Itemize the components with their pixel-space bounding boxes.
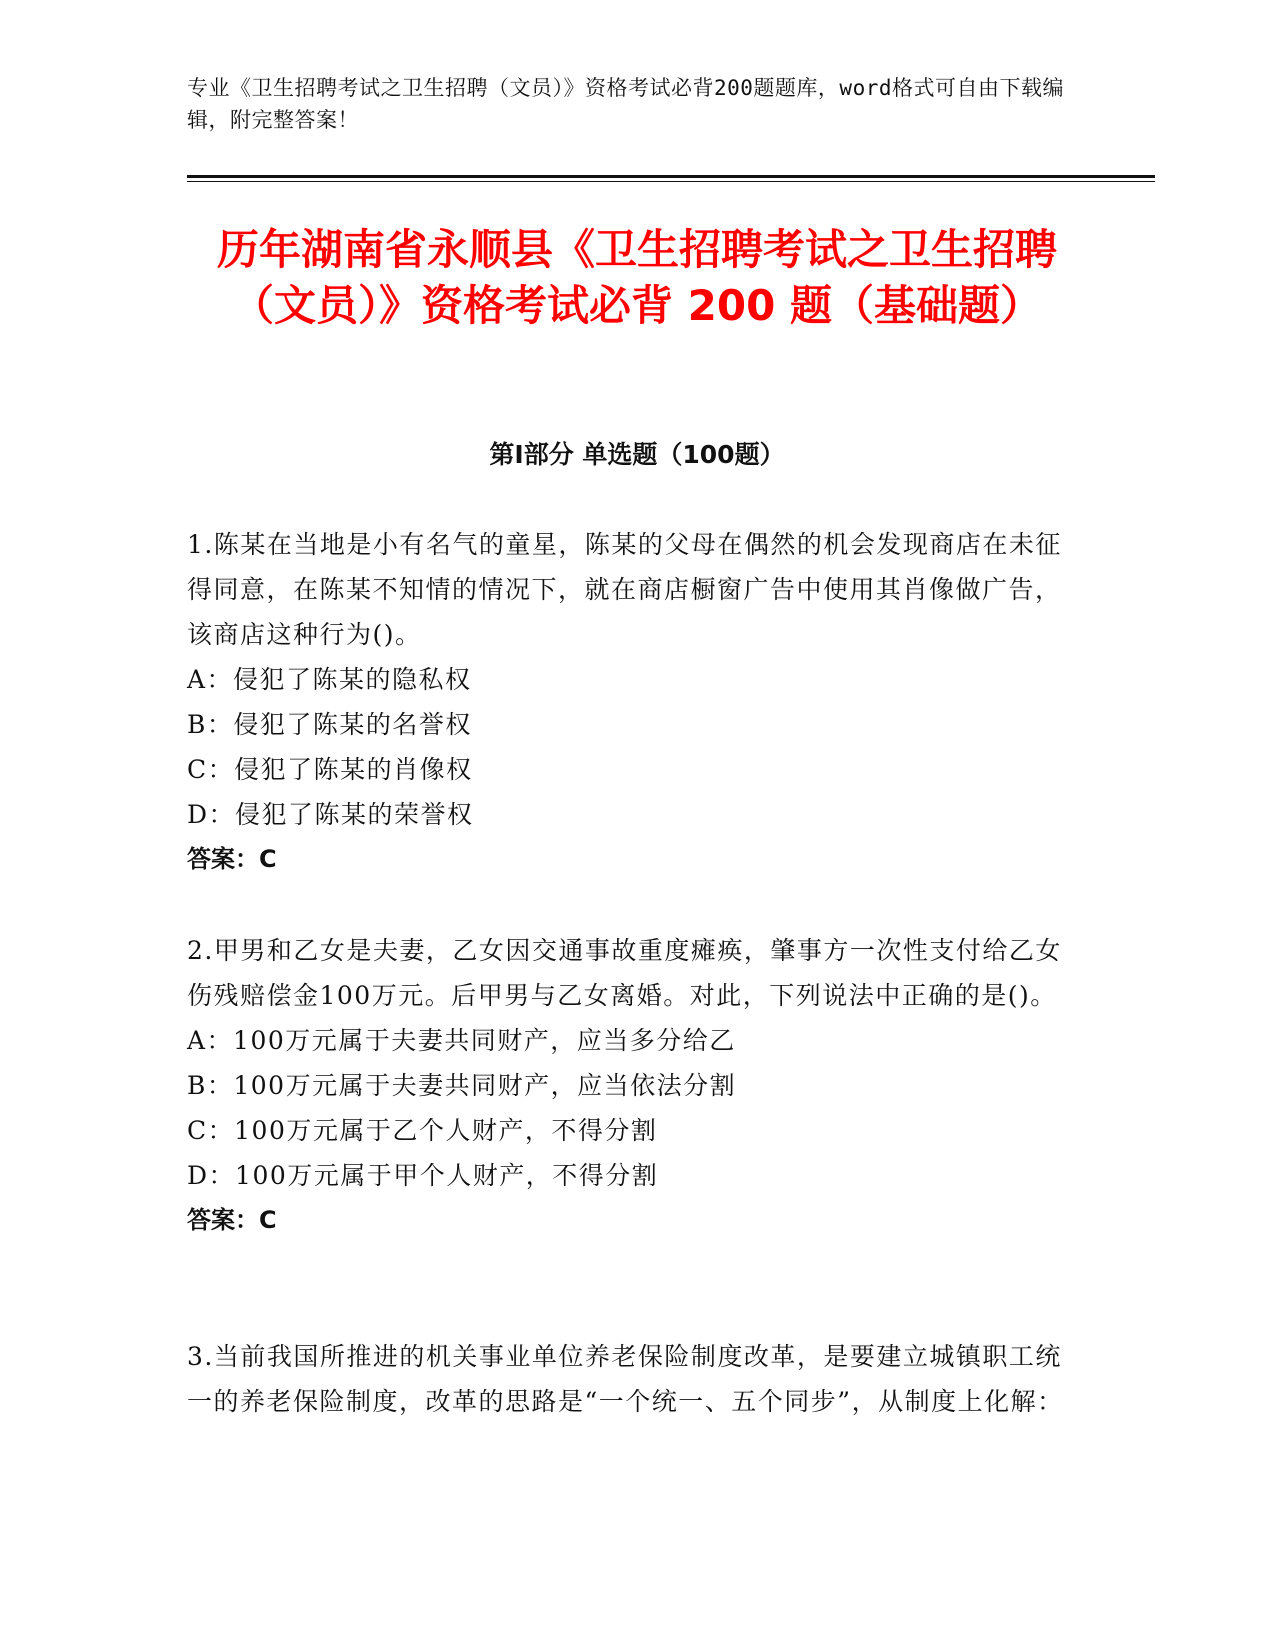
option-c: C：100万元属于乙个人财产，不得分割 [187,1116,658,1145]
header-note: 专业《卫生招聘考试之卫生招聘（文员）》资格考试必背200题题库，word格式可自由下载编辑，附完整答案！ [187,76,1064,132]
document-title: 历年湖南省永顺县《卫生招聘考试之卫生招聘（文员）》资格考试必背 200 题（基础题） [216,225,1057,330]
answer-line: 答案：C [187,845,277,873]
question-stem: 2.甲男和乙女是夫妻，乙女因交通事故重度瘫痪，肇事方一次性支付给乙女伤残赔偿金100万元。后甲男与乙女离婚。对此，下列说法中正确的是()。 [187,936,1062,1010]
question-stem: 1.陈某在当地是小有名气的童星，陈某的父母在偶然的机会发现商店在未征得同意，在陈某不知情的情况下，就在商店橱窗广告中使用其肖像做广告，该商店这种行为()。 [187,530,1062,649]
header-divider-thin [187,181,1155,182]
question-2 [187,928,1067,1243]
question-1 [187,522,1067,882]
option-a: A：100万元属于夫妻共同财产，应当多分给乙 [187,1026,736,1055]
option-d: D：100万元属于甲个人财产，不得分割 [187,1161,659,1190]
header-divider-thick [187,175,1155,178]
answer-line: 答案：C [187,1206,277,1234]
option-b: B：100万元属于夫妻共同财产，应当依法分割 [187,1071,737,1100]
option-a: A：侵犯了陈某的隐私权 [187,665,472,694]
option-d: D：侵犯了陈某的荣誉权 [187,800,474,829]
question-3 [187,1334,1067,1424]
question-stem: 3.当前我国所推进的机关事业单位养老保险制度改革，是要建立城镇职工统一的养老保险制度，改革的思路是“一个统一、五个同步”，从制度上化解： [187,1342,1064,1416]
section-heading: 第I部分 单选题（100题） [489,440,785,469]
option-c: C：侵犯了陈某的肖像权 [187,755,473,784]
option-b: B：侵犯了陈某的名誉权 [187,710,472,739]
